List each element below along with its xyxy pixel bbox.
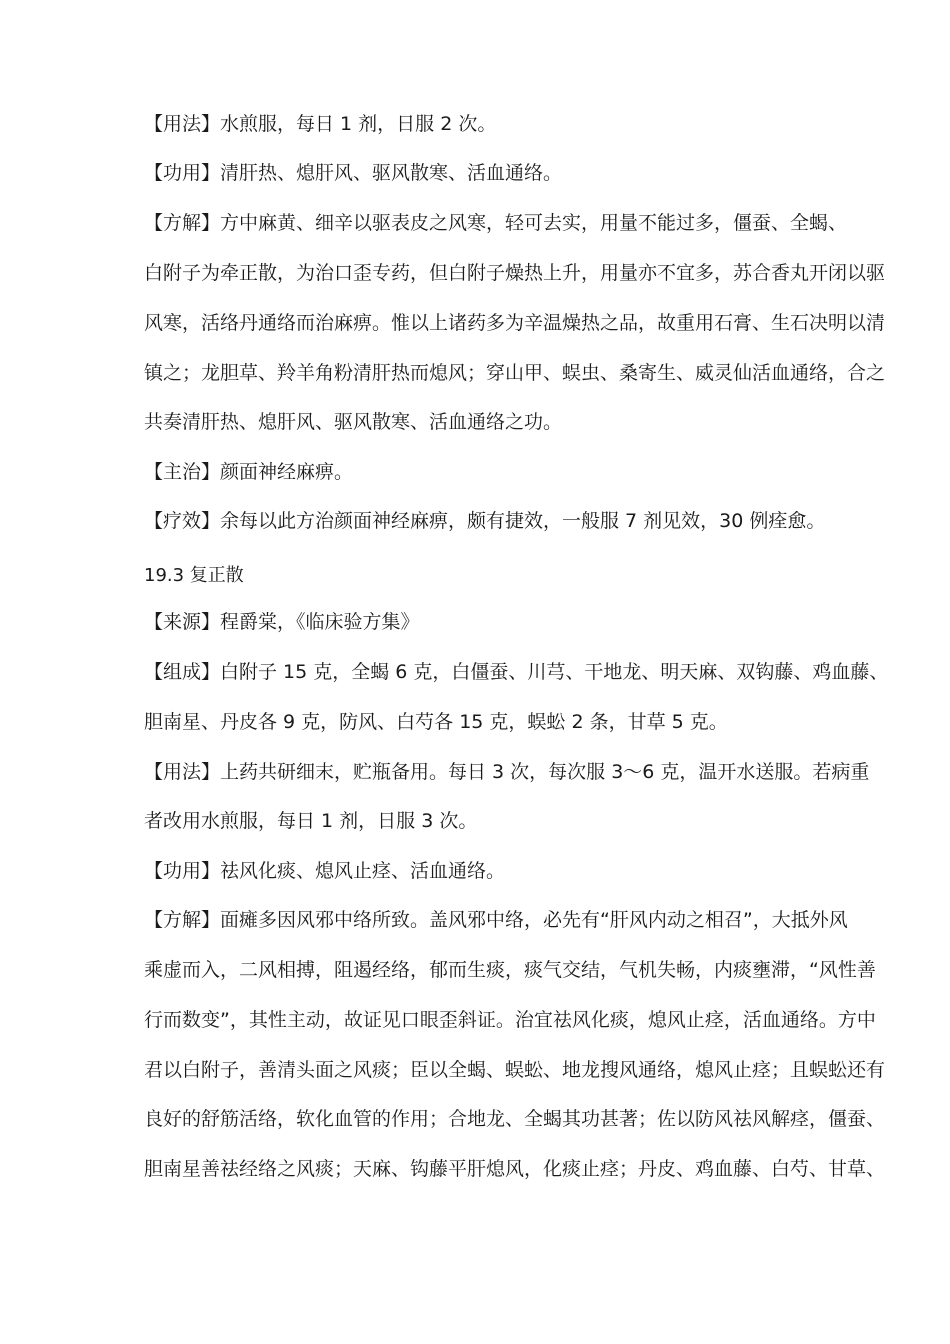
explanation2-line-3: 行而数变”，其性主动，故证见口眼歪斜证。治宜祛风化痰，熄风止痉，活血通络。方中 bbox=[144, 1009, 876, 1031]
indication-line-1: 【主治】颜面神经麻痹。 bbox=[144, 461, 354, 483]
explanation-line-5: 共奏清肝热、熄肝风、驱风散寒、活血通络之功。 bbox=[144, 411, 563, 433]
explanation2-line-4: 君以白附子，善清头面之风痰；臣以全蝎、蜈蚣、地龙搜风通络，熄风止痉；且蜈蚣还有 bbox=[144, 1059, 886, 1081]
usage-line-3: 者改用水煎服，每日 1 剂，日服 3 次。 bbox=[144, 810, 478, 832]
explanation-line-1: 【方解】方中麻黄、细辛以驱表皮之风寒，轻可去实，用量不能过多，僵蚕、全蝎、 bbox=[144, 212, 848, 234]
composition-line-1: 【组成】白附子 15 克，全蝎 6 克，白僵蚕、川芎、干地龙、明天麻、双钩藤、鸡血藤、 bbox=[144, 661, 889, 683]
function-line-1: 【功用】清肝热、熄肝风、驱风散寒、活血通络。 bbox=[144, 162, 563, 184]
efficacy-line-1: 【疗效】余每以此方治颜面神经麻痹，颇有捷效，一般服 7 剂见效，30 例痊愈。 bbox=[144, 510, 826, 532]
explanation2-line-6: 胆南星善祛经络之风痰；天麻、钩藤平肝熄风，化痰止痉；丹皮、鸡血藤、白芍、甘草、 bbox=[144, 1158, 886, 1180]
source-line: 【来源】程爵棠，《临床验方集》 bbox=[144, 611, 420, 633]
usage-line-2: 【用法】上药共研细末，贮瓶备用。每日 3 次，每次服 3～6 克，温开水送服。若病重 bbox=[144, 761, 870, 783]
explanation2-line-5: 良好的舒筋活络，软化血管的作用；合地龙、全蝎其功甚著；佐以防风祛风解痉，僵蚕、 bbox=[144, 1108, 886, 1130]
usage-line-1: 【用法】水煎服，每日 1 剂，日服 2 次。 bbox=[144, 113, 497, 135]
explanation-line-3: 风寒，活络丹通络而治麻痹。惟以上诸药多为辛温燥热之品，故重用石膏、生石决明以清 bbox=[144, 312, 886, 334]
explanation2-line-2: 乘虚而入，二风相搏，阻遏经络，郁而生痰，痰气交结，气机失畅，内痰壅滞，“风性善 bbox=[144, 959, 876, 981]
explanation-line-4: 镇之；龙胆草、羚羊角粉清肝热而熄风；穿山甲、蜈虫、桑寄生、威灵仙活血通络，合之 bbox=[144, 362, 886, 384]
function-line-2: 【功用】祛风化痰、熄风止痉、活血通络。 bbox=[144, 860, 506, 882]
composition-line-2: 胆南星、丹皮各 9 克，防风、白芍各 15 克，蜈蚣 2 条，甘草 5 克。 bbox=[144, 711, 728, 733]
explanation2-line-1: 【方解】面瘫多因风邪中络所致。盖风邪中络，必先有“肝风内动之相召”，大抵外风 bbox=[144, 909, 848, 931]
section-heading: 19.3 复正散 bbox=[144, 565, 244, 586]
explanation-line-2: 白附子为牵正散，为治口歪专药，但白附子燥热上升，用量亦不宜多，苏合香丸开闭以驱 bbox=[144, 262, 886, 284]
